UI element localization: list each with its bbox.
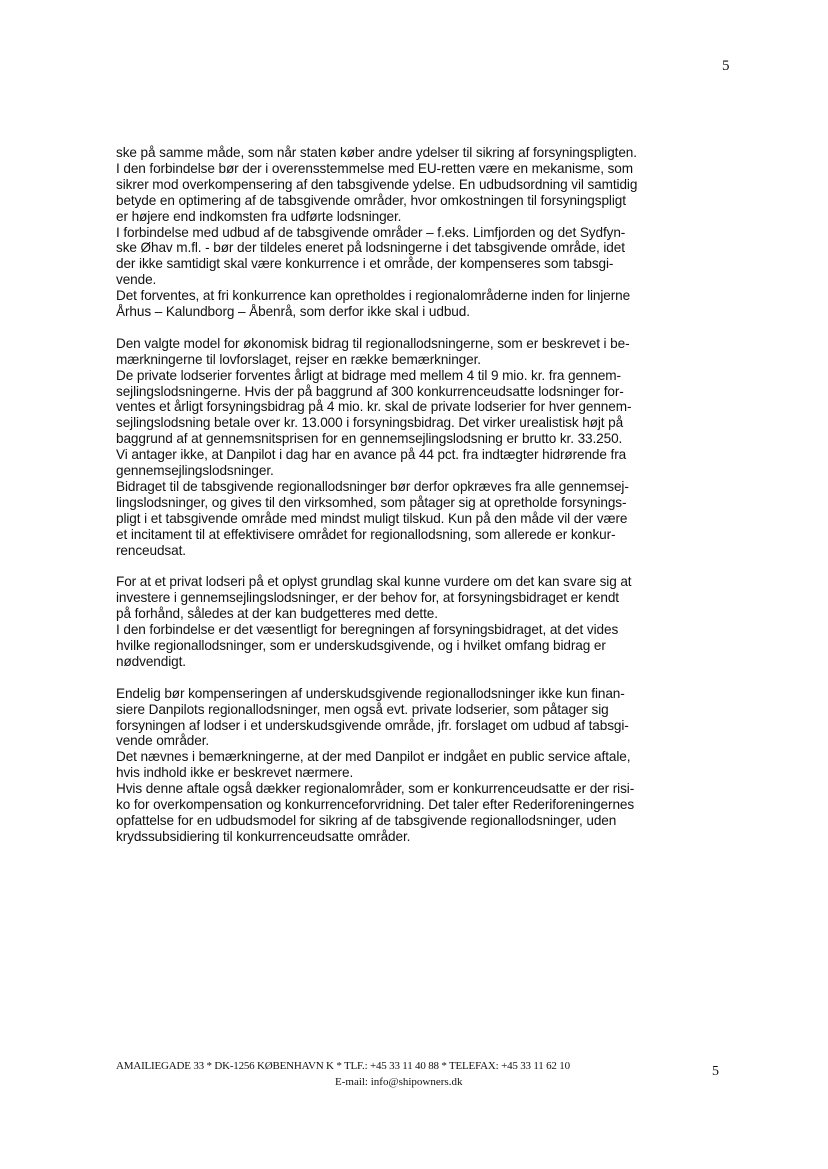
text-line: Århus – Kalundborg – Åbenrå, som derfor ikke skal i udbud. <box>116 304 470 320</box>
text-line: nødvendigt. <box>116 653 186 669</box>
paragraph <box>116 336 722 559</box>
text-line: I den forbindelse er det væsentligt for beregningen af forsyningsbidraget, at det vides <box>116 622 619 638</box>
text-line: hvis indhold ikke er beskrevet nærmere. <box>116 765 354 781</box>
text-line: vende. <box>116 272 157 288</box>
text-line: er højere end indkomsten fra udførte lodsninger. <box>116 208 402 224</box>
text-line: ko for overkompensation og konkurrenceforvridning. Det taler efter Rederiforeningernes <box>116 797 635 813</box>
text-line: ventes et årligt forsyningsbidrag på 4 mio. kr. skal de private lodserier for hver gennem- <box>116 399 632 415</box>
text-line: betyde en optimering af de tabsgivende områder, hvor omkostningen til forsyningspligt <box>116 192 626 208</box>
text-line: vende områder. <box>116 733 210 749</box>
text-line: pligt i et tabsgivende område med mindst muligt tilskud. Kun på den måde vil der være <box>116 510 628 526</box>
paragraph <box>116 145 722 320</box>
footer-email: E-mail: info@shipowners.dk <box>335 1076 463 1088</box>
body-text <box>116 145 722 845</box>
text-line: sejlingslodsningerne. Hvis der på baggrund af 300 konkurrenceudsatte lodsninger for- <box>116 383 624 399</box>
text-line: gennemsejlingslodsninger. <box>116 463 274 479</box>
footer-page-number: 5 <box>712 1064 719 1079</box>
text-line: Endelig bør kompenseringen af underskudsgivende regionallodsninger ikke kun finan- <box>116 685 625 701</box>
text-line: investere i gennemsejlingslodsninger, er der behov for, at forsyningsbidraget er kendt <box>116 590 619 606</box>
page-number-top: 5 <box>722 58 730 74</box>
text-line: lingslodsninger, og gives til den virksomhed, som påtager sig at opretholde forsynings- <box>116 494 627 510</box>
text-line: De private lodserier forventes årligt at bidrage med mellem 4 til 9 mio. kr. fra gennem- <box>116 367 621 383</box>
text-line: på forhånd, således at der kan budgetteres med dette. <box>116 606 438 622</box>
text-line: forsyningen af lodser i et underskudsgivende område, jfr. forslaget om udbud af tabsgi- <box>116 717 629 733</box>
text-line: Bidraget til de tabsgivende regionallodsninger bør derfor opkræves fra alle gennemsej- <box>116 479 629 495</box>
text-line: hvilke regionallodsninger, som er underskudsgivende, og i hvilket omfang bidrag er <box>116 638 606 654</box>
text-line: renceudsat. <box>116 542 186 558</box>
text-line: sejlingslodsning betale over kr. 13.000 i forsyningsbidrag. Det virker urealistisk højt på <box>116 415 624 431</box>
text-line: ske Øhav m.fl. - bør der tildeles eneret på lodsningerne i det tabsgivende område, idet <box>116 240 625 256</box>
text-line: ske på samme måde, som når staten køber andre ydelser til sikring af forsyningspligten. <box>116 145 637 160</box>
text-line: Vi antager ikke, at Danpilot i dag har en avance på 44 pct. fra indtægter hidrørende fra <box>116 447 627 463</box>
text-line: Det forventes, at fri konkurrence kan opretholdes i regionalområderne inden for linjerne <box>116 288 631 304</box>
text-line: Det nævnes i bemærkningerne, at der med Danpilot er indgået en public service aftale, <box>116 749 631 765</box>
text-line: siere Danpilots regionallodsninger, men også evt. private lodserier, som påtager sig <box>116 701 609 717</box>
text-line: I forbindelse med udbud af de tabsgivende områder – f.eks. Limfjorden og det Sydfyn- <box>116 224 626 240</box>
text-line: For at et privat lodseri på et oplyst grundlag skal kunne vurdere om det kan svare sig at <box>116 574 632 590</box>
footer-address: AMAILIEGADE 33 * DK-1256 KØBENHAVN K * TLF.: +45 33 11 40 88 * TELEFAX: +45 33 11 62 10 <box>116 1060 570 1072</box>
text-line: baggrund af at gennemsnitsprisen for en gennemsejlingslodsning er brutto kr. 33.250. <box>116 431 623 447</box>
paragraph-gap <box>116 670 722 686</box>
paragraph-gap <box>116 320 722 336</box>
text-line: mærkningerne til lovforslaget, rejser en række bemærkninger. <box>116 351 481 367</box>
paragraph <box>116 574 722 669</box>
text-line: sikrer mod overkompensering af den tabsgivende ydelse. En udbudsordning vil samtidig <box>116 176 638 192</box>
text-line: Den valgte model for økonomisk bidrag til regionallodsningerne, som er beskrevet i be- <box>116 335 630 351</box>
text-line: Hvis denne aftale også dækker regionalområder, som er konkurrenceudsatte er der risi- <box>116 781 635 797</box>
text-line: der ikke samtidigt skal være konkurrence i et område, der kompenseres som tabsgi- <box>116 256 614 272</box>
paragraph <box>116 686 722 845</box>
text-line: opfattelse for en udbudsmodel for sikring af de tabsgivende regionallodsninger, uden <box>116 813 617 829</box>
text-line: krydssubsidiering til konkurrenceudsatte områder. <box>116 828 411 844</box>
text-line: I den forbindelse bør der i overensstemmelse med EU-retten være en mekanisme, som <box>116 160 633 176</box>
text-line: et incitament til at effektivisere området for regionallodsning, som allerede er konkur- <box>116 526 616 542</box>
paragraph-gap <box>116 559 722 575</box>
